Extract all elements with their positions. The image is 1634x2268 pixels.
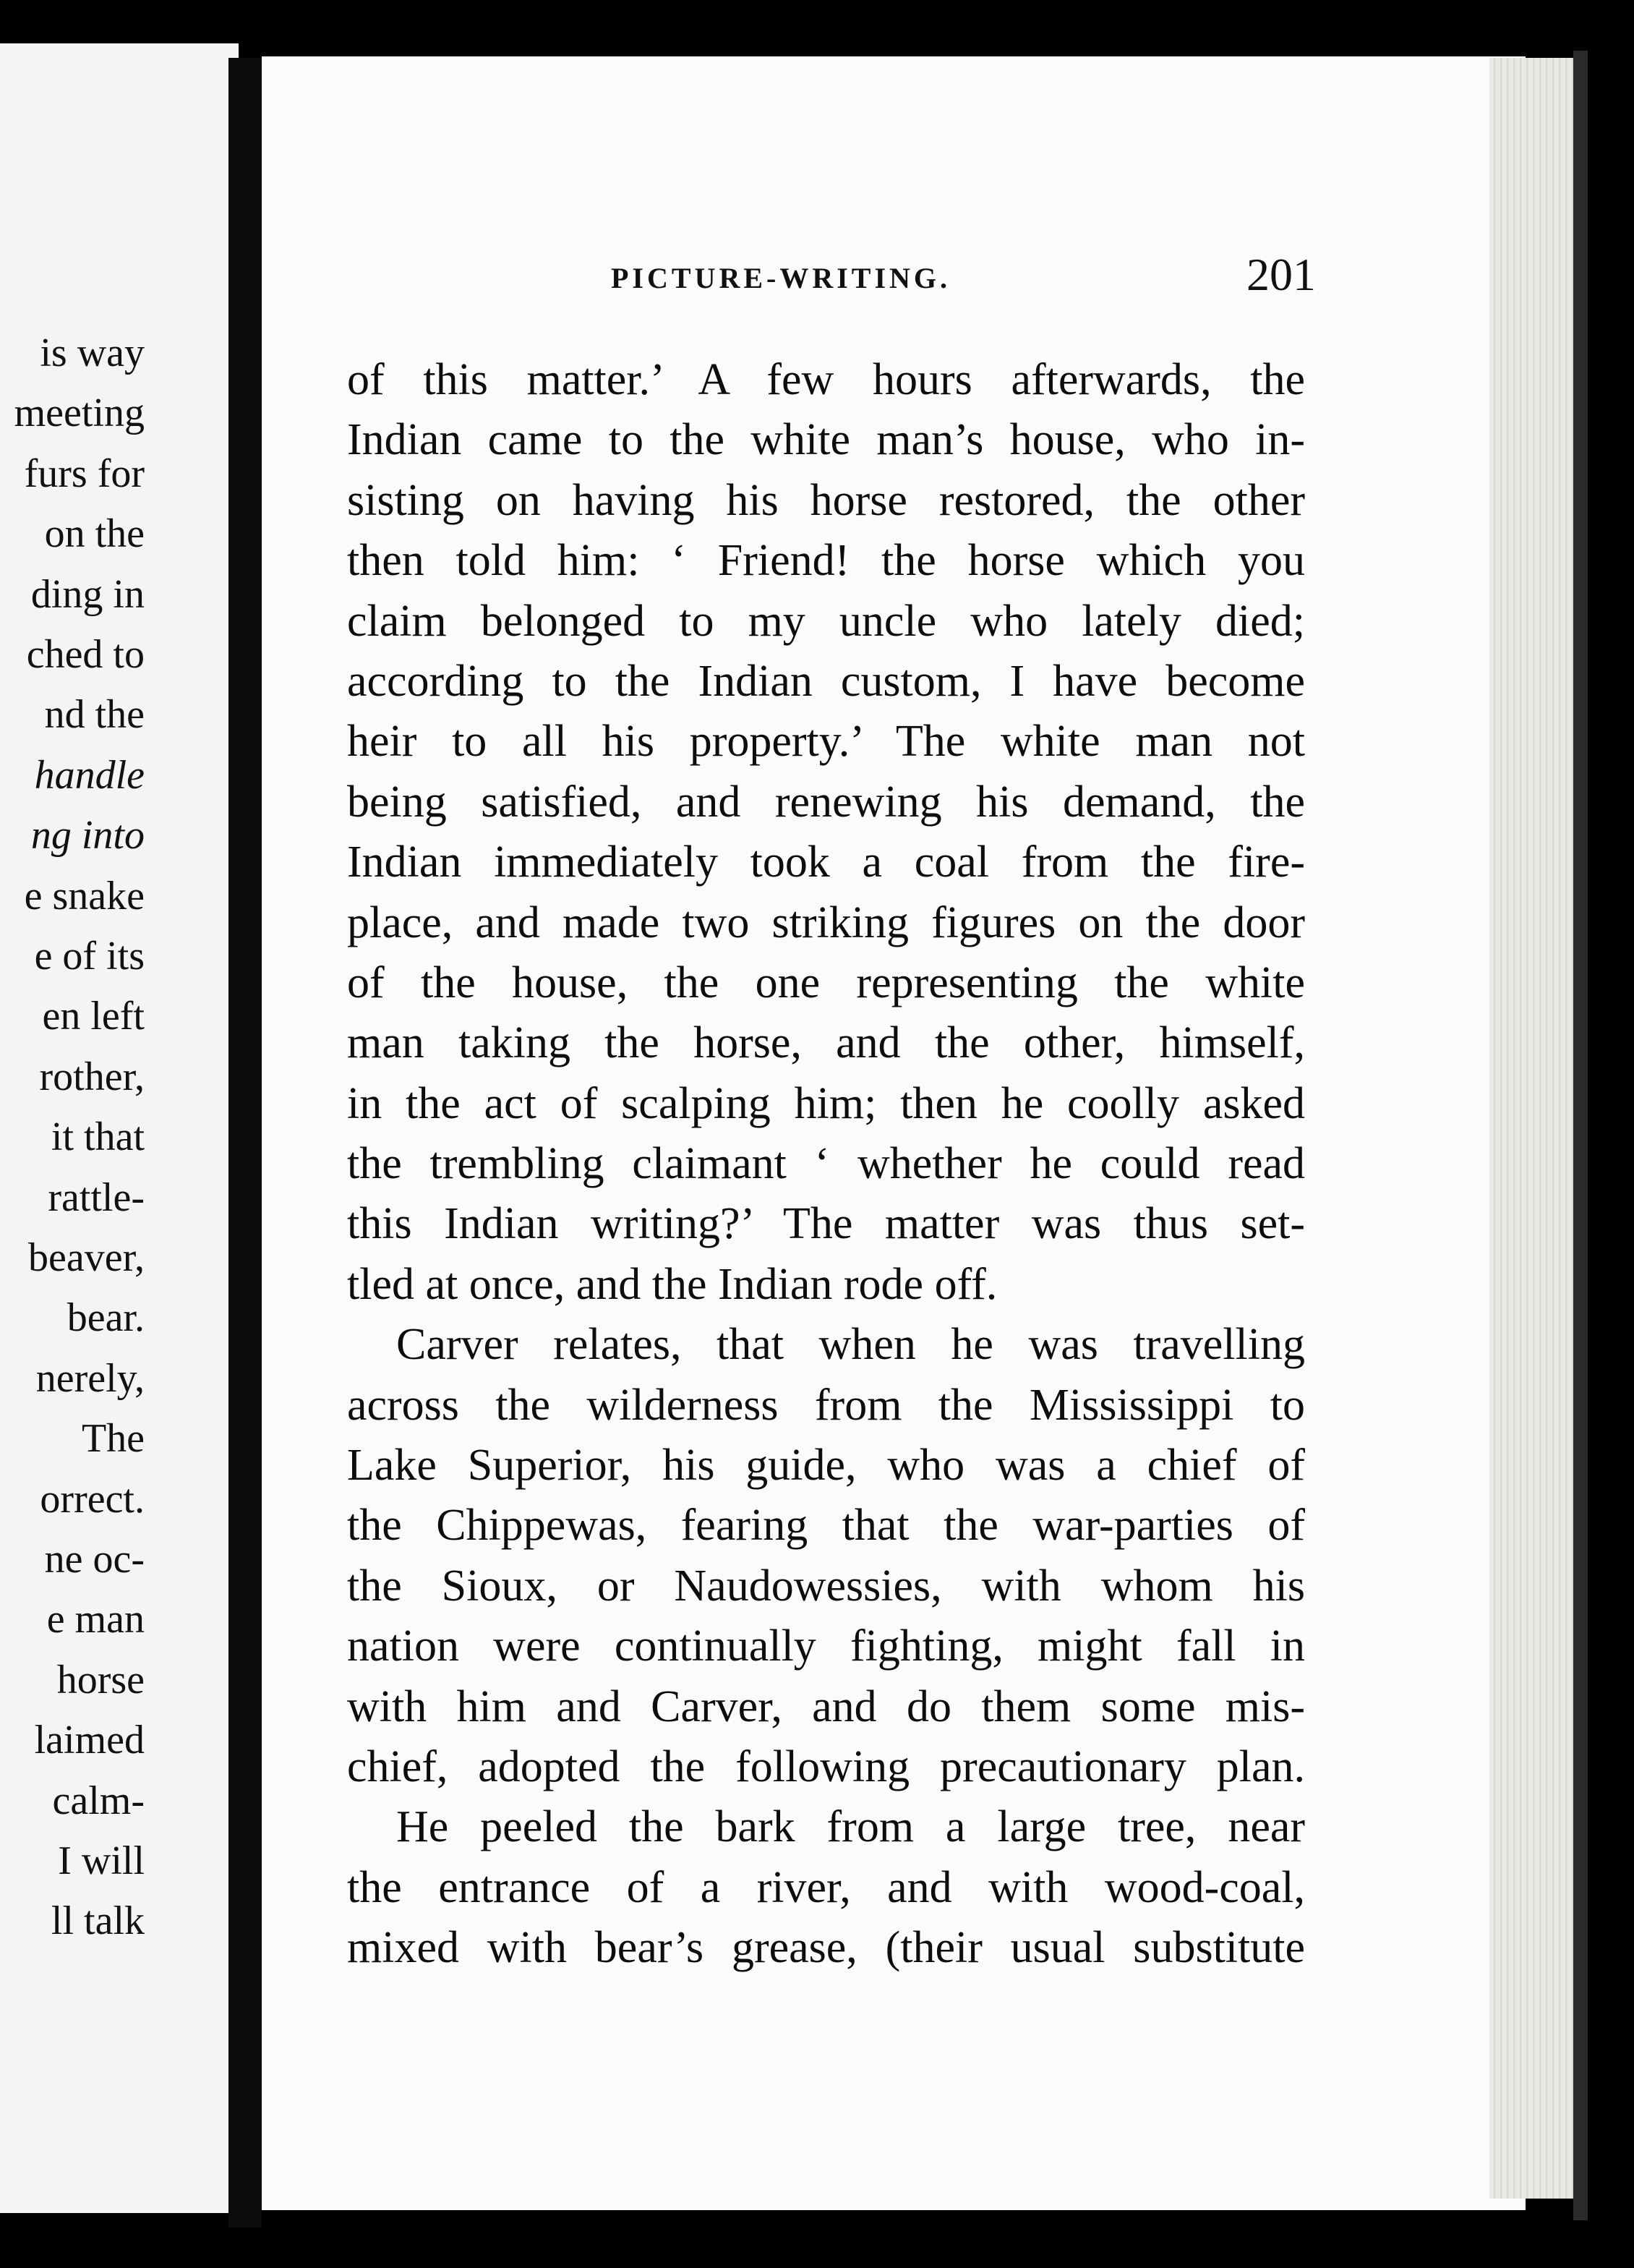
text-line: nation were continually fighting, might fall in — [347, 1621, 1305, 1671]
left-line: en left — [42, 994, 145, 1039]
left-line: I will — [58, 1838, 145, 1883]
left-line: meeting — [14, 391, 145, 435]
text-line: of this matter.’ A few hours afterwards, the — [347, 355, 1305, 404]
left-line: nd the — [44, 692, 145, 737]
left-line: on the — [44, 511, 145, 556]
text-line: Indian immediately took a coal from the fire- — [347, 837, 1305, 887]
text-line: Indian came to the white man’s house, who in- — [347, 415, 1305, 465]
left-line: nerely, — [35, 1356, 145, 1401]
left-line: bear. — [67, 1295, 145, 1340]
text-line: chief, adopted the following precautionary plan. — [347, 1742, 1305, 1791]
book-gutter — [228, 58, 262, 2228]
text-line: claim belonged to my uncle who lately died; — [347, 596, 1305, 646]
running-head-title: PICTURE-WRITING. — [611, 262, 951, 294]
left-line: e snake — [24, 874, 145, 918]
left-line: handle — [34, 753, 145, 798]
text-line: across the wilderness from the Mississippi to — [347, 1380, 1305, 1430]
left-line: ne oc- — [44, 1537, 145, 1582]
text-line: He peeled the bark from a large tree, near — [396, 1802, 1305, 1852]
left-line: ding in — [30, 572, 145, 617]
text-line: the entrance of a river, and with wood-coal, — [347, 1862, 1305, 1912]
left-line: rattle- — [48, 1175, 145, 1220]
text-line: the Chippewas, fearing that the war-parties of — [347, 1501, 1305, 1551]
running-head — [347, 248, 1316, 299]
page-edge-shadow — [1573, 51, 1588, 2220]
left-line: rother, — [39, 1054, 145, 1099]
text-line: being satisfied, and renewing his demand, the — [347, 777, 1305, 827]
text-line: with him and Carver, and do them some mis- — [347, 1681, 1305, 1731]
left-line: ll talk — [51, 1898, 145, 1943]
text-line: in the act of scalping him; then he coolly asked — [347, 1078, 1305, 1128]
left-facing-page — [0, 43, 239, 2213]
left-line: ng into — [30, 813, 145, 858]
text-line: according to the Indian custom, I have become — [347, 656, 1305, 706]
left-line: orrect. — [40, 1477, 145, 1522]
left-line: ched to — [26, 632, 145, 677]
text-line: tled at once, and the Indian rode off. — [347, 1259, 998, 1309]
text-line: then told him: ‘ Friend! the horse which you — [347, 536, 1305, 586]
text-line: of the house, the one representing the white — [347, 958, 1305, 1007]
body-text — [347, 350, 1305, 1979]
left-line: e man — [46, 1597, 145, 1642]
left-line: horse — [56, 1658, 145, 1702]
text-line: heir to all his property.’ The white man not — [347, 717, 1305, 767]
page-edges — [1489, 58, 1576, 2199]
text-line: Carver relates, that when he was travelling — [396, 1320, 1305, 1370]
text-line: mixed with bear’s grease, (their usual substitute — [347, 1923, 1305, 1973]
left-line: laimed — [34, 1718, 145, 1762]
left-line: calm- — [52, 1778, 145, 1823]
left-line: it that — [51, 1114, 145, 1159]
left-line: beaver, — [28, 1235, 145, 1280]
left-line: The — [81, 1416, 145, 1461]
left-line: furs for — [24, 451, 145, 496]
text-line: the trembling claimant ‘ whether he could read — [347, 1139, 1305, 1189]
text-line: sisting on having his horse restored, the other — [347, 475, 1305, 525]
page-number: 201 — [1246, 249, 1316, 300]
text-line: man taking the horse, and the other, himself, — [347, 1018, 1305, 1068]
text-line: the Sioux, or Naudowessies, with whom his — [347, 1561, 1305, 1611]
text-line: this Indian writing?’ The matter was thus set- — [347, 1199, 1305, 1249]
left-line: is way — [40, 331, 145, 375]
text-line: place, and made two striking figures on the door — [347, 898, 1305, 947]
left-line: e of its — [34, 934, 145, 979]
text-line: Lake Superior, his guide, who was a chief of — [347, 1441, 1305, 1491]
